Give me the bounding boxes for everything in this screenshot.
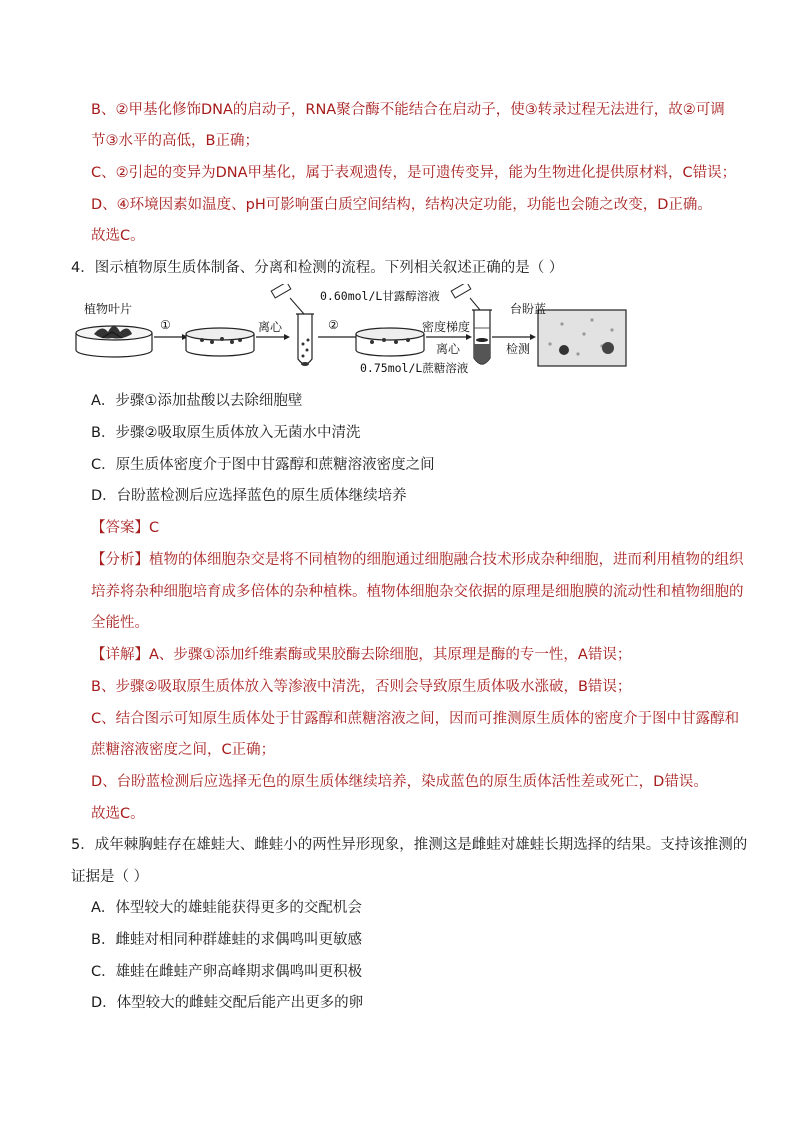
label-trypan-blue: 台盼蓝: [510, 302, 547, 316]
q4-analysis-line2: 培养将杂种细胞培育成多倍体的杂种植株。植物体细胞杂交依据的原理是细胞膜的流动性和植物细胞的: [91, 584, 744, 600]
q4-stem: 4．图示植物原生质体制备、分离和检测的流程。下列相关叙述正确的是（ ）: [71, 260, 564, 276]
answer-value: C: [149, 520, 160, 536]
q4-conclusion: 故选C。: [91, 806, 145, 822]
q4-option-a: A．步骤①添加盐酸以去除细胞壁: [91, 393, 303, 409]
q4-option-d: D．台盼蓝检测后应选择蓝色的原生质体继续培养: [91, 488, 407, 504]
label-density-gradient: 密度梯度: [422, 320, 471, 334]
answer-tag: 【答案】: [91, 520, 149, 536]
label-centrifuge-2: 离心: [436, 342, 461, 356]
q4-answer: [91, 518, 159, 538]
q5-option-c: C．雄蛙在雌蛙产卵高峰期求偶鸣叫更积极: [91, 964, 363, 980]
label-step-1: ①: [160, 318, 171, 332]
q4-detail-d: D、台盼蓝检测后应选择无色的原生质体继续培养，染成蓝色的原生质体活性差或死亡，D错误。: [91, 774, 708, 790]
q4-analysis-line1: [91, 550, 744, 570]
q5-stem-line1: 5．成年棘胸蛙存在雄蛙大、雌蛙小的两性异形现象，推测这是雌蛙对雄蛙长期选择的结果。支持该推测的: [71, 837, 748, 853]
label-step-2: ②: [328, 318, 339, 332]
protoplast-process-diagram: [72, 284, 632, 374]
q3-option-c: C、②引起的变异为DNA甲基化，属于表观遗传，是可遗传变异，能为生物进化提供原材料，C错误；: [91, 165, 737, 181]
q4-detail-b: B、步骤②吸取原生质体放入等渗液中清洗，否则会导致原生质体吸水涨破，B错误；: [91, 679, 632, 695]
q4-option-b: B．步骤②吸取原生质体放入无菌水中清洗: [91, 425, 361, 441]
petri-dish-digest: [186, 328, 254, 356]
q4-detail-a: [91, 645, 631, 665]
petri-dish-leaves: [76, 326, 152, 357]
q4-detail-c-line1: C、结合图示可知原生质体处于甘露醇和蔗糖溶液之间，因而可推测原生质体的密度介于图中甘露醇和: [91, 711, 740, 727]
label-centrifuge: 离心: [258, 320, 283, 334]
label-mannitol: 0.60mol/L甘露醇溶液: [320, 289, 440, 303]
q4-option-c: C．原生质体密度介于图中甘露醇和蔗糖溶液密度之间: [91, 457, 435, 473]
petri-dish-wash: [356, 328, 424, 356]
detail-a-text: A、步骤①添加纤维素酶或果胶酶去除细胞，其原理是酶的专一性，A错误；: [149, 647, 632, 663]
q5-option-b: B．雌蛙对相同种群雄蛙的求偶鸣叫更敏感: [91, 932, 362, 948]
label-detect: 检测: [506, 342, 531, 356]
q4-analysis-line3: 全能性。: [91, 615, 149, 631]
q5-stem-line2: 证据是（ ）: [71, 869, 149, 885]
q3-option-d: D、④环境因素如温度、pH可影响蛋白质空间结构，结构决定功能，功能也会随之改变，D正确。: [91, 197, 712, 213]
label-plant-leaf: 植物叶片: [84, 302, 133, 316]
q3-conclusion: 故选C。: [91, 228, 145, 244]
q5-option-d: D．体型较大的雌蛙交配后能产出更多的卵: [91, 995, 364, 1011]
analysis-tag: 【分析】: [91, 552, 149, 568]
q3-option-b-line2: 节③水平的高低，B正确；: [91, 133, 259, 149]
label-sucrose: 0.75mol/L蔗糖溶液: [360, 361, 469, 375]
analysis-text-1: 植物的体细胞杂交是将不同植物的细胞通过细胞融合技术形成杂种细胞，进而利用植物的组织: [149, 552, 744, 568]
q3-option-b-line1: B、②甲基化修饰DNA的启动子，RNA聚合酶不能结合在启动子，使③转录过程无法进行，故②可调: [91, 102, 725, 118]
detail-tag: 【详解】: [91, 647, 149, 663]
q5-option-a: A．体型较大的雄蛙能获得更多的交配机会: [91, 900, 362, 916]
microscope-field: [538, 310, 626, 366]
q4-detail-c-line2: 蔗糖溶液密度之间，C正确；: [91, 742, 276, 758]
